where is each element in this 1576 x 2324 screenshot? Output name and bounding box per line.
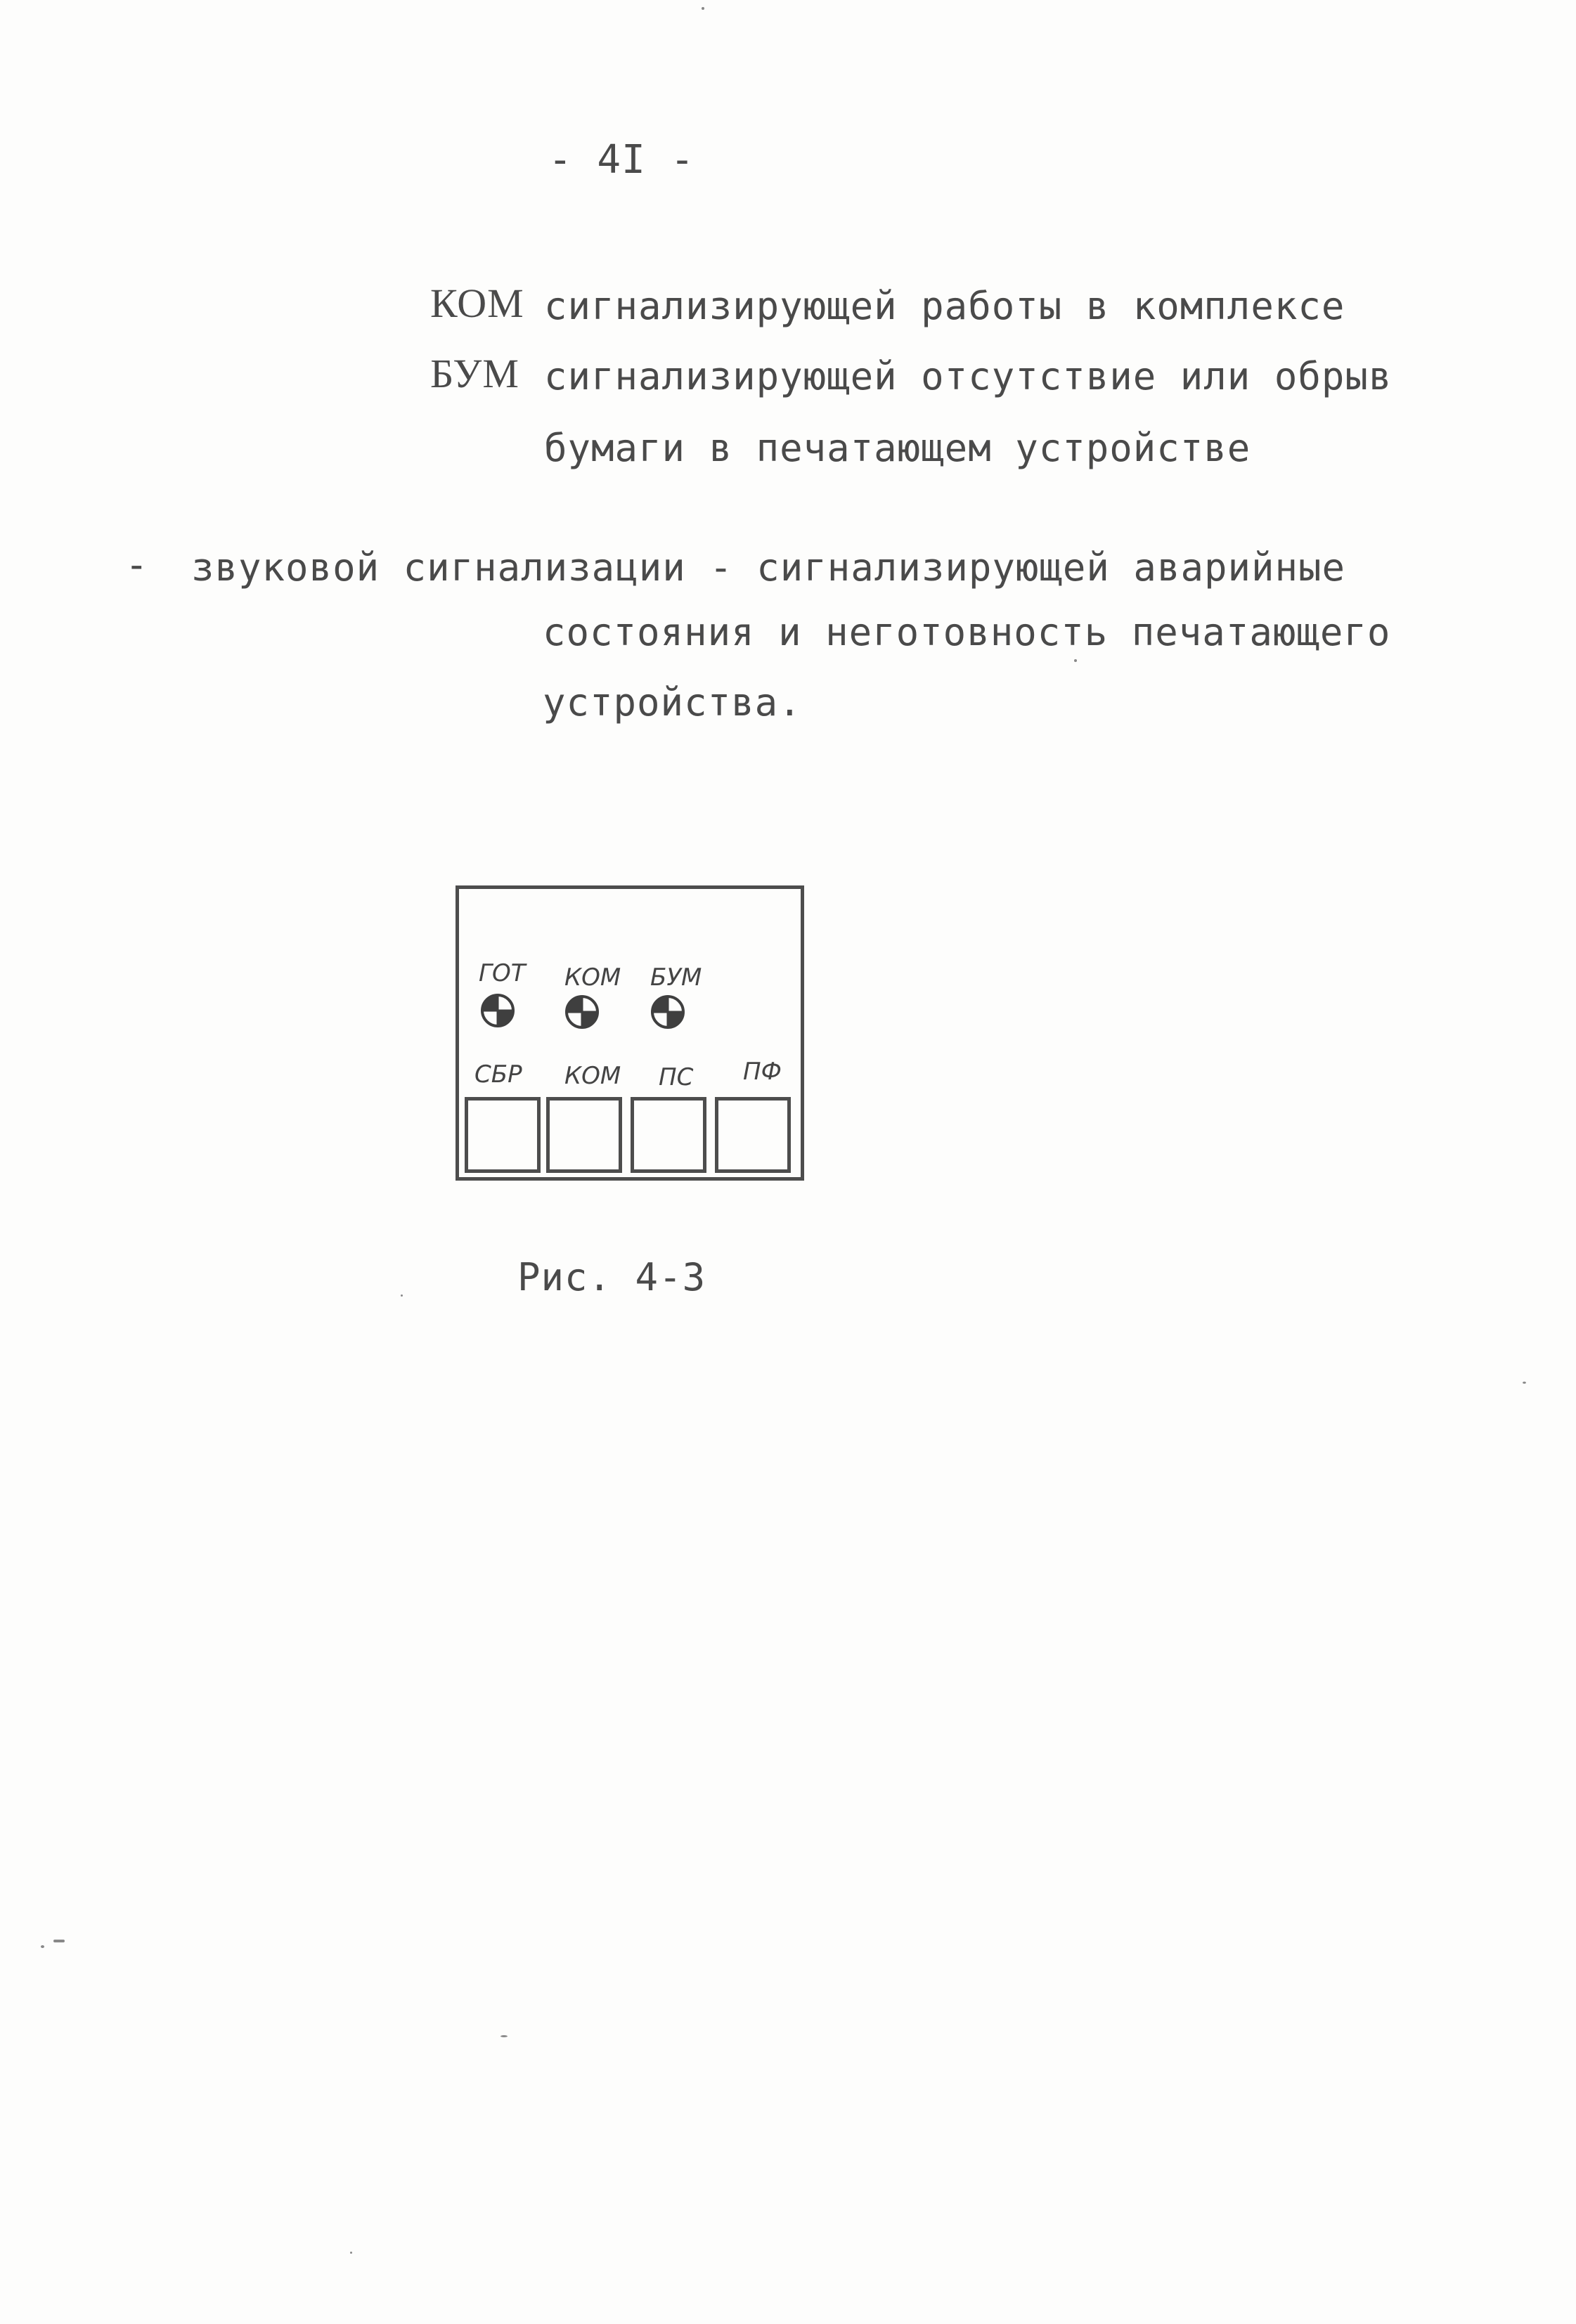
lamp-kom-icon xyxy=(564,994,600,1030)
indicator-abbr-kom: КОМ xyxy=(430,280,524,326)
key-kom xyxy=(546,1097,622,1173)
scan-speck xyxy=(350,2252,352,2254)
lamp-label-bum: БУМ xyxy=(650,963,702,992)
indicator-abbr-bum: БУМ xyxy=(430,351,519,396)
key-ps xyxy=(631,1097,706,1173)
scan-speck xyxy=(1074,659,1077,662)
indicator-text-bum-continuation: бумаги в печатающем устройстве xyxy=(544,426,1251,470)
sound-line-1: звуковой сигнализации - сигнализирующей аварийные xyxy=(191,545,1346,590)
sound-line-3: устройства. xyxy=(543,680,802,725)
list-dash: - xyxy=(125,543,149,587)
scan-speck xyxy=(1523,1382,1526,1384)
key-label-kom: КОМ xyxy=(564,1062,621,1090)
scan-speck xyxy=(41,1945,44,1948)
key-pf xyxy=(715,1097,791,1173)
scan-speck xyxy=(401,1294,403,1297)
indicator-text-kom: сигнализирующей работы в комплексе xyxy=(544,284,1345,328)
lamp-got-icon xyxy=(480,993,515,1028)
control-panel-figure xyxy=(456,885,804,1181)
key-label-ps: ПС xyxy=(659,1063,694,1091)
scan-speck xyxy=(500,2035,508,2037)
key-label-pf: ПФ xyxy=(743,1058,782,1086)
page-number: - 4I - xyxy=(548,137,695,183)
lamp-label-got: ГОТ xyxy=(479,959,526,987)
lamp-label-kom: КОМ xyxy=(564,963,621,992)
sound-line-2: состояния и неготовность печатающего xyxy=(543,610,1391,654)
key-sbr xyxy=(465,1097,541,1173)
scan-speck xyxy=(702,7,704,10)
lamp-bum-icon xyxy=(650,994,685,1030)
key-label-sbr: СБР xyxy=(474,1060,522,1089)
scan-speck xyxy=(53,1940,65,1942)
indicator-text-bum: сигнализирующей отсутствие или обрыв xyxy=(544,354,1393,398)
figure-caption: Рис. 4-3 xyxy=(517,1255,706,1299)
